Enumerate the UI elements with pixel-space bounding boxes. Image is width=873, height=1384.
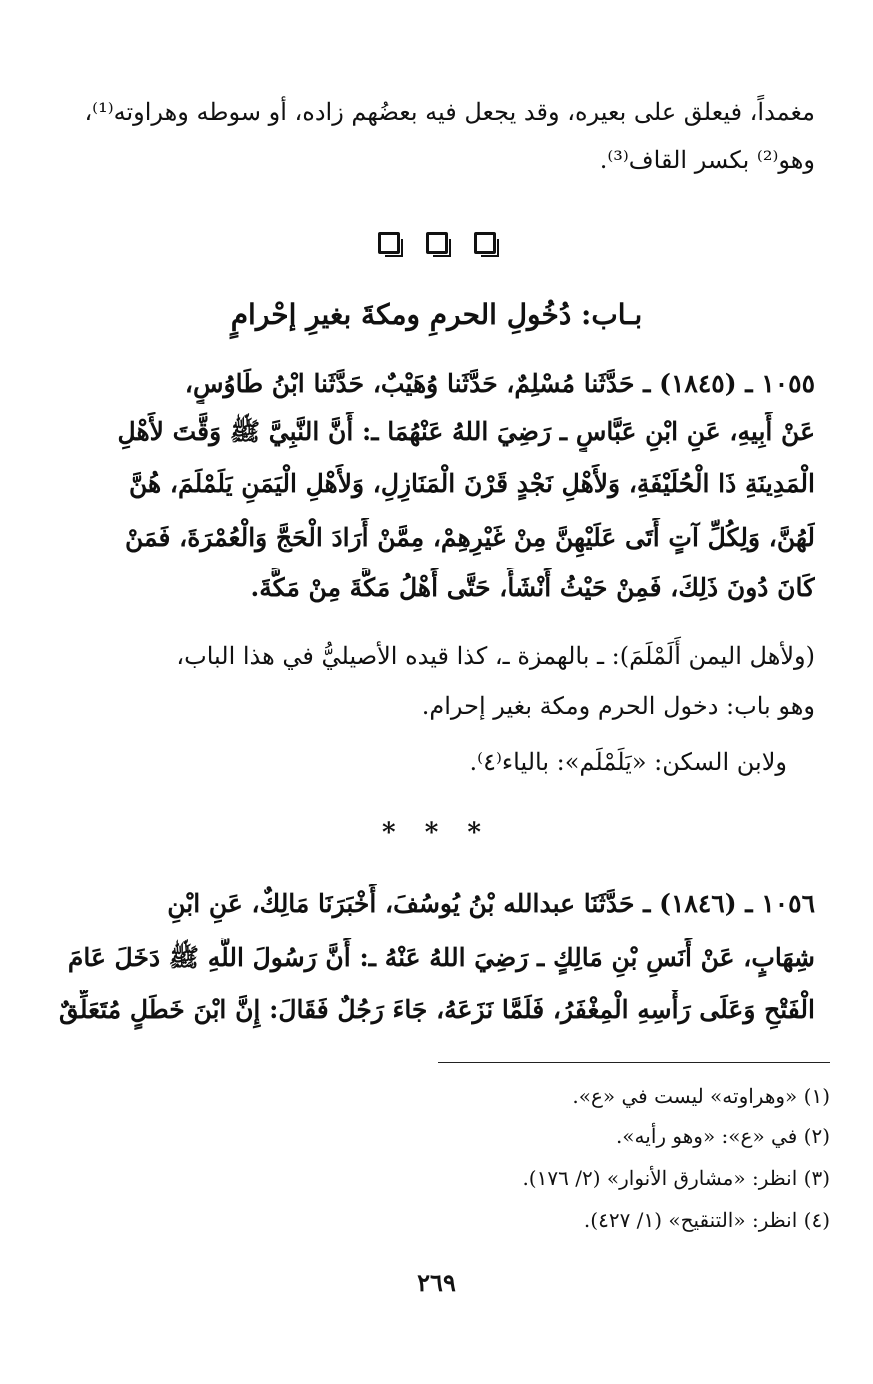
hadith-1-line-5: كَانَ دُونَ ذَلِكَ، فَمِنْ حَيْثُ أَنْشَأَ، حَتَّى أَهْلُ مَكَّةَ مِنْ مَكَّةَ. (250, 573, 815, 602)
hadith-1-line-4: لَهُنَّ، وَلِكُلِّ آتٍ أَتَى عَلَيْهِنَّ مِنْ غَيْرِهِمْ، مِمَّنْ أَرَادَ الْحَجَّ وَالْعُمْرَةَ، فَمَنْ (124, 523, 815, 552)
top-text-line-2: وهو⁽²⁾ بكسر القاف⁽³⁾. (599, 146, 815, 174)
footnote-2: (٢) في «ع»: «وهو رأيه». (615, 1124, 830, 1148)
section-divider-boxes (0, 232, 873, 254)
square-ornament-icon (426, 232, 448, 254)
hadith-1-line-1: ١٠٥٥ ـ (١٨٤٥) ـ حَدَّثَنا مُسْلِمٌ، حَدَّثَنا وُهَيْبٌ، حَدَّثَنا ابْنُ طَاوُسٍ، (184, 369, 815, 398)
hadith-2-line-1: ١٠٥٦ ـ (١٨٤٦) ـ حَدَّثَنَا عبدالله بْنُ يُوسُفَ، أَخْبَرَنَا مَالِكٌ، عَنِ ابْنِ (167, 889, 815, 918)
page-number: ٢٦٩ (417, 1268, 456, 1297)
hadith-2-line-2: شِهَابٍ، عَنْ أَنَسِ بْنِ مَالِكٍ ـ رَضِيَ اللهُ عَنْهُ ـ: أَنَّ رَسُولَ اللَّهِ ﷺ دَخَلَ عَامَ (67, 943, 815, 972)
chapter-heading: بـاب: دُخُولِ الحرمِ ومكةَ بغيرِ إحْرامٍ (230, 298, 643, 331)
footnote-divider (438, 1062, 830, 1063)
top-text-line-1: مغمداً، فيعلق على بعيره، وقد يجعل فيه بعضُهم زاده، أو سوطه وهراوته⁽¹⁾، (84, 98, 815, 126)
hadith-1-line-3: الْمَدِينَةِ ذَا الْحُلَيْفَةِ، وَلأَهْلِ نَجْدٍ قَرْنَ الْمَنَازِلِ، وَلأَهْلِ الْيَمَنِ يَلَمْلَمَ، هُنَّ (129, 469, 815, 498)
footnote-1: (١) «وهراوته» ليست في «ع». (572, 1084, 830, 1108)
commentary-line-3: ولابن السكن: «يَلَمْلَم»: بالياء⁽٤⁾. (469, 748, 787, 776)
commentary-line-1: (ولأهل اليمن أَلَمْلَمَ): ـ بالهمزة ـ، كذا قيده الأصيليُّ في هذا الباب، (176, 642, 815, 670)
square-ornament-icon (474, 232, 496, 254)
hadith-2-line-3: الْفَتْحِ وَعَلَى رَأْسِهِ الْمِغْفَرُ، فَلَمَّا نَزَعَهُ، جَاءَ رَجُلٌ فَقَالَ: إِنَّ ابْنَ خَطَلٍ مُتَعَلِّقٌ (59, 995, 815, 1024)
separator-stars: * * * (382, 818, 491, 848)
hadith-1-line-2: عَنْ أَبِيهِ، عَنِ ابْنِ عَبَّاسٍ ـ رَضِيَ اللهُ عَنْهُمَا ـ: أَنَّ النَّبِيَّ ﷺ وَقَّتَ لأَهْلِ (117, 417, 815, 446)
commentary-line-2: وهو باب: دخول الحرم ومكة بغير إحرام. (421, 692, 815, 720)
footnote-3: (٣) انظر: «مشارق الأنوار» (٢/ ١٧٦). (522, 1166, 830, 1190)
square-ornament-icon (378, 232, 400, 254)
footnote-4: (٤) انظر: «التنقيح» (١/ ٤٢٧). (583, 1208, 830, 1232)
